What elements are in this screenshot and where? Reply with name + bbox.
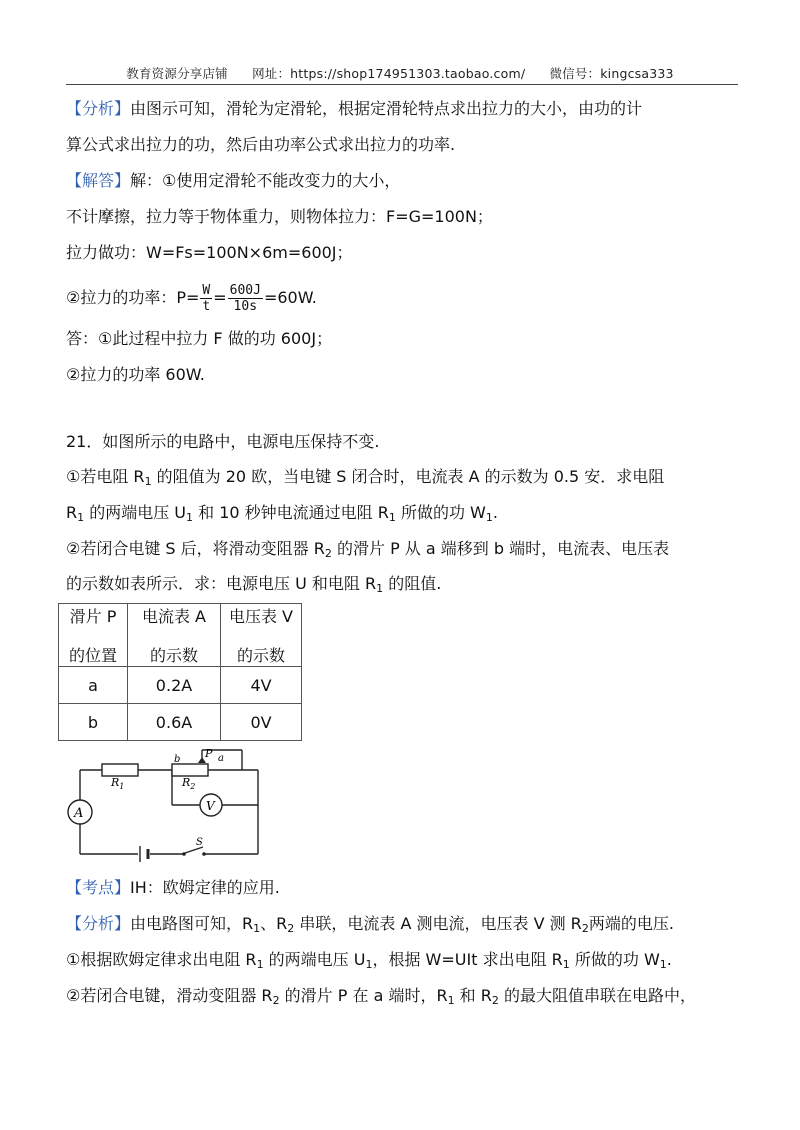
slider-label: P: [205, 748, 213, 760]
analysis2-line1: 【分析】由电路图可知，$R_1$、$R_2$ 串联，电流表 A 测电流，电压表 V 测 $R_2$两端的电压.: [66, 914, 674, 935]
answer-line4: ②拉力的功率：P= $\frac{W}{t}$ = $\frac{600J}{10s}$ =60W.: [66, 283, 317, 314]
answer-line5: 答：①此过程中拉力 F 做的功 600J；: [66, 329, 333, 348]
table-row: b 0.6A 0V: [59, 704, 302, 741]
q21-part1-line1: ①若电阻 $R_1$ 的阻值为 20 欧，当电键 S 闭合时，电流表 A 的示数为 0.5 安．求电阻: [66, 467, 665, 488]
r1-label: $R_1$: [111, 776, 125, 791]
answer-line1: 【解答】解：①使用定滑轮不能改变力的大小，: [66, 171, 401, 190]
voltmeter-label: V: [206, 799, 215, 813]
q21-part2-line1: ②若闭合电键 S 后，将滑动变阻器 $R_2$ 的滑片 P 从 a 端移到 b 端时，电流表、电压表: [66, 539, 670, 560]
answer-line6: ②拉力的功率 60W.: [66, 365, 205, 384]
table-row: a 0.2A 4V: [59, 667, 302, 704]
fraction-600j-over-10s: $\frac{600J}{10s}$: [229, 283, 261, 314]
ammeter-label: A: [74, 806, 84, 821]
readings-table: [58, 603, 302, 741]
switch-label: S: [196, 837, 203, 848]
answer-tag: 【解答】: [66, 171, 131, 190]
analysis-tag: 【分析】: [66, 914, 131, 933]
circuit-diagram: [66, 748, 266, 863]
page-header: [0, 64, 800, 82]
rheostat-r2: [172, 764, 208, 776]
header-divider: [66, 84, 738, 85]
r2-label: $R_2$: [182, 776, 196, 791]
end-b-label: b: [174, 754, 181, 765]
end-a-label: a: [218, 753, 224, 764]
analysis1-line2: 算公式求出拉力的功，然后由功率公式求出拉力的功率.: [66, 135, 456, 154]
switch-contact: [202, 852, 206, 856]
header-site: 网址：https://shop174951303.taobao.com/: [252, 66, 526, 81]
header-wechat: 微信号：kingcsa333: [549, 66, 674, 81]
q21-part1-line2: $R_1$ 的两端电压 $U_1$ 和 10 秒钟电流通过电阻 $R_1$ 所做的功 $W_1$.: [66, 503, 498, 524]
header-shop: 教育资源分享店铺: [126, 66, 228, 81]
q21-part2-line2: 的示数如表所示．求：电源电压 U 和电阻 $R_1$ 的阻值.: [66, 574, 442, 595]
analysis2-line2: ①根据欧姆定律求出电阻 $R_1$ 的两端电压 $U_1$，根据 W=UIt 求出电阻 $R_1$ 所做的功 $W_1$.: [66, 950, 672, 971]
analysis-tag: 【分析】: [66, 99, 131, 118]
kaodian-line: 【考点】IH：欧姆定律的应用.: [66, 878, 280, 897]
q21-intro: 21．如图所示的电路中，电源电压保持不变.: [66, 432, 380, 451]
analysis1-line1: 【分析】由图示可知，滑轮为定滑轮，根据定滑轮特点求出拉力的大小，由功的计: [66, 99, 643, 118]
answer-line3: 拉力做功：W=Fs=100N×6m=600J；: [66, 243, 353, 262]
analysis2-line3: ②若闭合电键，滑动变阻器 $R_2$ 的滑片 P 在 a 端时，$R_1$ 和 $R_2$ 的最大阻值串联在电路中，: [66, 986, 696, 1007]
fraction-w-over-t: $\frac{W}{t}$: [202, 283, 211, 314]
kaodian-tag: 【考点】: [66, 878, 131, 897]
resistor-r1: [102, 764, 138, 776]
table-header-row: 滑片 P 的位置 电流表 A 的示数 电压表 V 的示数: [59, 604, 302, 667]
answer-line2: 不计摩擦，拉力等于物体重力，则物体拉力：F=G=100N；: [66, 207, 493, 226]
